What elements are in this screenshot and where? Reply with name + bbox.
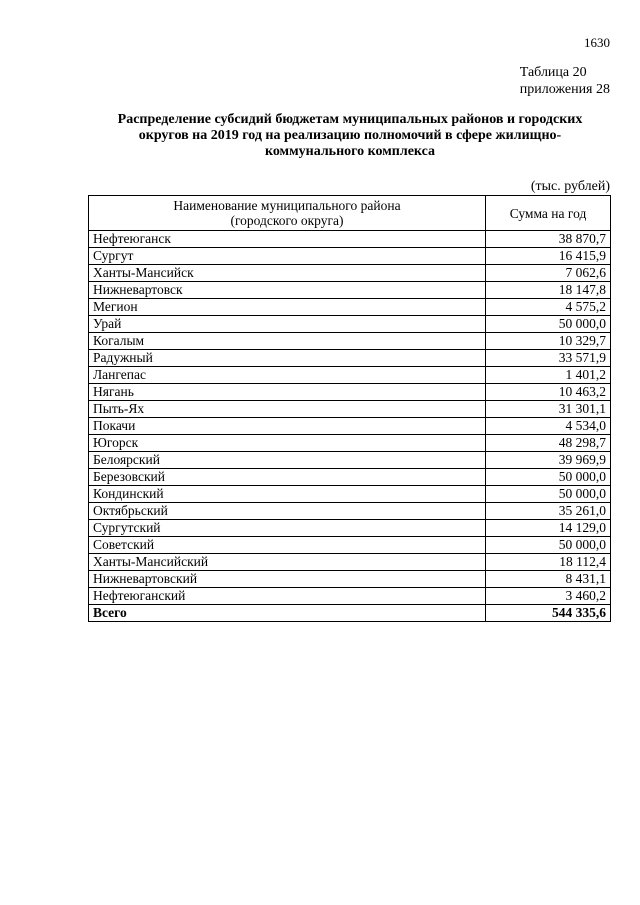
table-row (89, 571, 611, 588)
row-name: Нефтеюганск (89, 231, 486, 248)
header-name-line2: (городского округа) (230, 213, 344, 228)
row-name: Лангепас (89, 367, 486, 384)
row-name: Сургутский (89, 520, 486, 537)
row-name: Нижневартовский (89, 571, 486, 588)
row-name: Нягань (89, 384, 486, 401)
table-row (89, 367, 611, 384)
units-label: (тыс. рублей) (530, 179, 610, 194)
table-reference-line1: Таблица 20 (519, 65, 587, 80)
table-row (89, 384, 611, 401)
row-name: Октябрьский (89, 503, 486, 520)
row-value: 10 329,7 (486, 333, 611, 350)
document-title (90, 112, 610, 160)
row-value: 50 000,0 (486, 469, 611, 486)
row-value: 1 401,2 (486, 367, 611, 384)
page-number: 1630 (584, 35, 610, 50)
table-reference-line2: приложения 28 (519, 82, 610, 97)
table-row (89, 401, 611, 418)
row-name: Мегион (89, 299, 486, 316)
row-name: Нефтеюганский (89, 588, 486, 605)
row-value: 39 969,9 (486, 452, 611, 469)
row-value: 38 870,7 (486, 231, 611, 248)
table-row (89, 503, 611, 520)
row-value: 16 415,9 (486, 248, 611, 265)
header-sum: Сумма на год (486, 196, 611, 231)
table-row (89, 452, 611, 469)
row-value: 48 298,7 (486, 435, 611, 452)
table-row (89, 248, 611, 265)
row-name: Сургут (89, 248, 486, 265)
table-row (89, 282, 611, 299)
table-row (89, 299, 611, 316)
title-line2: округов на 2019 год на реализацию полномочий в сфере жилищно- (138, 128, 562, 143)
table-row (89, 316, 611, 333)
row-value: 4 575,2 (486, 299, 611, 316)
title-line1: Распределение субсидий бюджетам муниципальных районов и городских (117, 112, 583, 127)
table-row (89, 418, 611, 435)
row-name: Покачи (89, 418, 486, 435)
table-row (89, 350, 611, 367)
row-name: Югорск (89, 435, 486, 452)
row-name: Ханты-Мансийский (89, 554, 486, 571)
table-row (89, 588, 611, 605)
row-value: 33 571,9 (486, 350, 611, 367)
row-value: 8 431,1 (486, 571, 611, 588)
table-row (89, 435, 611, 452)
table-header-row (89, 196, 611, 231)
header-name-line1: Наименование муниципального района (173, 198, 401, 213)
row-name: Березовский (89, 469, 486, 486)
row-value: 18 147,8 (486, 282, 611, 299)
table-row (89, 520, 611, 537)
row-name: Когалым (89, 333, 486, 350)
total-row (89, 605, 611, 622)
table-reference (520, 64, 610, 98)
row-value: 18 112,4 (486, 554, 611, 571)
row-name: Урай (89, 316, 486, 333)
table-row (89, 265, 611, 282)
total-name: Всего (89, 605, 486, 622)
table-row (89, 537, 611, 554)
row-name: Нижневартовск (89, 282, 486, 299)
row-value: 7 062,6 (486, 265, 611, 282)
table-body (89, 231, 611, 622)
row-value: 50 000,0 (486, 316, 611, 333)
subsidy-table (88, 195, 611, 622)
row-value: 35 261,0 (486, 503, 611, 520)
row-name: Пыть-Ях (89, 401, 486, 418)
row-value: 3 460,2 (486, 588, 611, 605)
row-value: 14 129,0 (486, 520, 611, 537)
total-value: 544 335,6 (486, 605, 611, 622)
title-line3: коммунального комплекса (264, 144, 436, 159)
table-row (89, 486, 611, 503)
row-name: Белоярский (89, 452, 486, 469)
row-value: 50 000,0 (486, 537, 611, 554)
table-row (89, 333, 611, 350)
row-value: 4 534,0 (486, 418, 611, 435)
row-name: Ханты-Мансийск (89, 265, 486, 282)
row-value: 10 463,2 (486, 384, 611, 401)
row-name: Советский (89, 537, 486, 554)
row-name: Кондинский (89, 486, 486, 503)
header-name (89, 196, 486, 231)
table-row (89, 231, 611, 248)
table-row (89, 469, 611, 486)
row-name: Радужный (89, 350, 486, 367)
row-value: 31 301,1 (486, 401, 611, 418)
row-value: 50 000,0 (486, 486, 611, 503)
table-row (89, 554, 611, 571)
